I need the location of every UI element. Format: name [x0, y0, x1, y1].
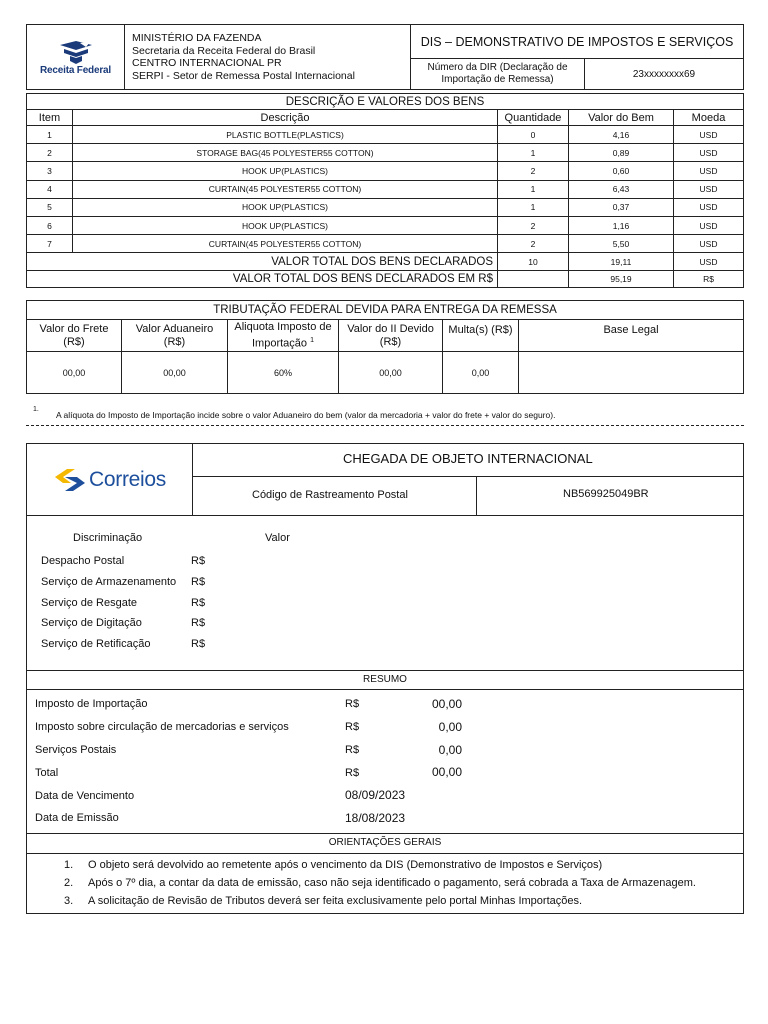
col-base-legal: Base Legal [519, 320, 744, 352]
col-moeda: Moeda [674, 110, 744, 126]
correios-title: CHEGADA DE OBJETO INTERNACIONAL [343, 451, 593, 466]
value-base-legal [519, 352, 744, 394]
footnote-text: A alíquota do Imposto de Importação incide sobre o valor Aduaneiro do bem (valor da mercadoria + valor do frete + valor do seguro). [56, 410, 556, 420]
receita-federal-logo-icon [54, 39, 98, 65]
row-desc: HOOK UP(PLASTICS) [73, 216, 498, 234]
row-desc: CURTAIN(45 POLYESTER55 COTTON) [73, 235, 498, 253]
row-currency: USD [674, 198, 744, 216]
col-ii [339, 320, 443, 352]
resumo-ii-label: Imposto de Importação [35, 698, 148, 710]
total-row [27, 253, 744, 271]
row-currency: USD [674, 162, 744, 180]
resumo-postais-currency: R$ [345, 744, 360, 756]
table-row [27, 180, 744, 198]
row-currency: USD [674, 126, 744, 144]
col-multa: Multa(s) (R$) [443, 320, 519, 352]
resumo-ii-value: 00,00 [431, 697, 462, 711]
vencimento-label: Data de Vencimento [35, 790, 135, 802]
row-item: 1 [27, 126, 73, 144]
row-item: 2 [27, 144, 73, 162]
col-frete-line1: Valor do Frete [39, 322, 109, 335]
row-item: 4 [27, 180, 73, 198]
row-qty: 2 [498, 162, 569, 180]
vencimento-date: 08/09/2023 [345, 788, 406, 802]
divider [26, 689, 744, 690]
col-aliquota [228, 320, 339, 352]
divider [192, 476, 744, 477]
service-armazenamento: Serviço de Armazenamento [41, 576, 177, 588]
header-table [26, 24, 744, 90]
org-centro: CENTRO INTERNACIONAL PR [132, 57, 282, 69]
cut-line [26, 425, 744, 426]
row-currency: USD [674, 216, 744, 234]
col-aliquota-text: Importação [252, 337, 308, 350]
service-digitacao: Serviço de Digitação [41, 617, 142, 629]
row-value: 6,43 [569, 180, 674, 198]
row-currency: USD [674, 180, 744, 198]
dir-label [411, 59, 585, 90]
col-frete [27, 320, 122, 352]
row-qty: 1 [498, 144, 569, 162]
row-desc: PLASTIC BOTTLE(PLASTICS) [73, 126, 498, 144]
total-value: 19,11 [569, 253, 674, 271]
orient-num: 3. [64, 895, 74, 907]
col-valor: Valor do Bem [569, 110, 674, 126]
divider [26, 833, 744, 834]
service-retificacao: Serviço de Retificação [41, 638, 151, 650]
orient-num: 1. [64, 859, 74, 871]
tax-title: TRIBUTAÇÃO FEDERAL DEVIDA PARA ENTREGA DA REMESSA [27, 301, 744, 320]
resumo-ii-currency: R$ [345, 698, 360, 710]
row-value: 4,16 [569, 126, 674, 144]
service-currency: R$ [191, 576, 206, 588]
row-desc: STORAGE BAG(45 POLYESTER55 COTTON) [73, 144, 498, 162]
receita-logo-cell [27, 25, 125, 90]
service-despacho: Despacho Postal [41, 555, 125, 567]
row-qty: 1 [498, 198, 569, 216]
row-qty: 0 [498, 126, 569, 144]
goods-table [26, 93, 744, 288]
value-header: Valor [265, 532, 290, 544]
table-row [27, 235, 744, 253]
dir-number: 23xxxxxxxx69 [585, 59, 744, 90]
dir-label-line2: Importação de Remessa) [441, 74, 554, 85]
row-qty: 2 [498, 216, 569, 234]
correios-logo [53, 467, 166, 493]
service-currency: R$ [191, 555, 206, 567]
service-resgate: Serviço de Resgate [41, 597, 137, 609]
row-desc: HOOK UP(PLASTICS) [73, 198, 498, 216]
correios-logo-text: Correios [89, 468, 166, 491]
tax-table [26, 300, 744, 394]
orient-title: ORIENTAÇÕES GERAIS [328, 837, 442, 848]
row-qty: 1 [498, 180, 569, 198]
col-aduaneiro [122, 320, 228, 352]
row-item: 6 [27, 216, 73, 234]
footnote-marker: 1 [310, 336, 314, 344]
value-frete: 00,00 [27, 352, 122, 394]
service-currency: R$ [191, 617, 206, 629]
row-value: 0,89 [569, 144, 674, 162]
col-aliquota-line2 [228, 334, 338, 351]
divider [192, 443, 193, 516]
row-currency: USD [674, 144, 744, 162]
disc-header: Discriminação [73, 532, 143, 544]
resumo-total-value: 00,00 [431, 765, 462, 779]
total-brl-value: 95,19 [569, 270, 674, 288]
value-aliquota: 60% [228, 352, 339, 394]
row-qty: 2 [498, 235, 569, 253]
divider [476, 476, 477, 516]
table-row [27, 198, 744, 216]
value-ii: 00,00 [339, 352, 443, 394]
table-row [27, 126, 744, 144]
col-aduaneiro-line1: Valor Aduaneiro [135, 322, 214, 335]
correios-logo-icon [53, 467, 87, 493]
row-desc: HOOK UP(PLASTICS) [73, 162, 498, 180]
row-value: 5,50 [569, 235, 674, 253]
tracking-label: Código de Rastreamento Postal [252, 489, 408, 501]
resumo-icms-value: 0,00 [438, 720, 462, 734]
total-brl-empty [498, 270, 569, 288]
resumo-title: RESUMO [363, 674, 407, 685]
goods-title: DESCRIÇÃO E VALORES DOS BENS [27, 94, 744, 110]
row-currency: USD [674, 235, 744, 253]
resumo-icms-label: Imposto sobre circulação de mercadorias e serviços [35, 721, 289, 733]
row-value: 0,37 [569, 198, 674, 216]
dir-label-line1: Número da DIR (Declaração de [427, 62, 568, 73]
resumo-icms-currency: R$ [345, 721, 360, 733]
col-ii-line2: (R$) [379, 335, 402, 348]
orient-text: A solicitação de Revisão de Tributos deverá ser feita exclusivamente pelo portal Minhas Importações. [88, 895, 583, 907]
total-brl-currency: R$ [674, 270, 744, 288]
table-row [27, 162, 744, 180]
service-currency: R$ [191, 597, 206, 609]
orient-num: 2. [64, 877, 74, 889]
total-brl-row [27, 270, 744, 288]
divider [26, 515, 744, 516]
value-aduaneiro: 00,00 [122, 352, 228, 394]
receita-logo-text: Receita Federal [40, 64, 111, 76]
table-row [27, 144, 744, 162]
emissao-date: 18/08/2023 [345, 811, 406, 825]
orient-text: O objeto será devolvido ao remetente após o vencimento da DIS (Demonstrativo de Impostos e Serviços) [88, 859, 603, 871]
total-currency: USD [674, 253, 744, 271]
footnote-number: 1. [33, 406, 39, 413]
col-frete-line2: (R$) [63, 335, 85, 348]
total-label: VALOR TOTAL DOS BENS DECLARADOS [27, 253, 498, 271]
doc-title: DIS – DEMONSTRATIVO DE IMPOSTOS E SERVIÇOS [411, 25, 744, 59]
row-item: 3 [27, 162, 73, 180]
row-value: 1,16 [569, 216, 674, 234]
total-qty: 10 [498, 253, 569, 271]
value-multa: 0,00 [443, 352, 519, 394]
org-setor: SERPI - Setor de Remessa Postal Internacional [132, 69, 355, 82]
divider [26, 670, 744, 671]
resumo-postais-label: Serviços Postais [35, 744, 117, 756]
divider [26, 853, 744, 854]
resumo-total-currency: R$ [345, 767, 360, 779]
total-brl-label: VALOR TOTAL DOS BENS DECLARADOS EM R$ [27, 270, 498, 288]
row-item: 7 [27, 235, 73, 253]
org-info [125, 25, 411, 90]
row-item: 5 [27, 198, 73, 216]
resumo-total-label: Total [35, 767, 59, 779]
col-ii-line1: Valor do II Devido [347, 322, 434, 335]
resumo-postais-value: 0,00 [438, 743, 462, 757]
col-item: Item [27, 110, 73, 126]
table-row [27, 216, 744, 234]
col-aduaneiro-line2: (R$) [163, 335, 186, 348]
col-quantidade: Quantidade [498, 110, 569, 126]
org-secretaria: Secretaria da Receita Federal do Brasil [132, 44, 316, 57]
emissao-label: Data de Emissão [35, 812, 119, 824]
col-aliquota-line1: Aliquota Imposto de [234, 320, 332, 333]
col-descricao: Descrição [73, 110, 498, 126]
service-currency: R$ [191, 638, 206, 650]
tracking-code: NB569925049BR [563, 488, 649, 500]
row-value: 0,60 [569, 162, 674, 180]
orient-text: Após o 7º dia, a contar da data de emissão, caso não seja identificado o pagamento, será cobrada a Taxa de Armazenagem. [88, 877, 696, 889]
row-desc: CURTAIN(45 POLYESTER55 COTTON) [73, 180, 498, 198]
org-ministry: MINISTÉRIO DA FAZENDA [132, 32, 262, 44]
